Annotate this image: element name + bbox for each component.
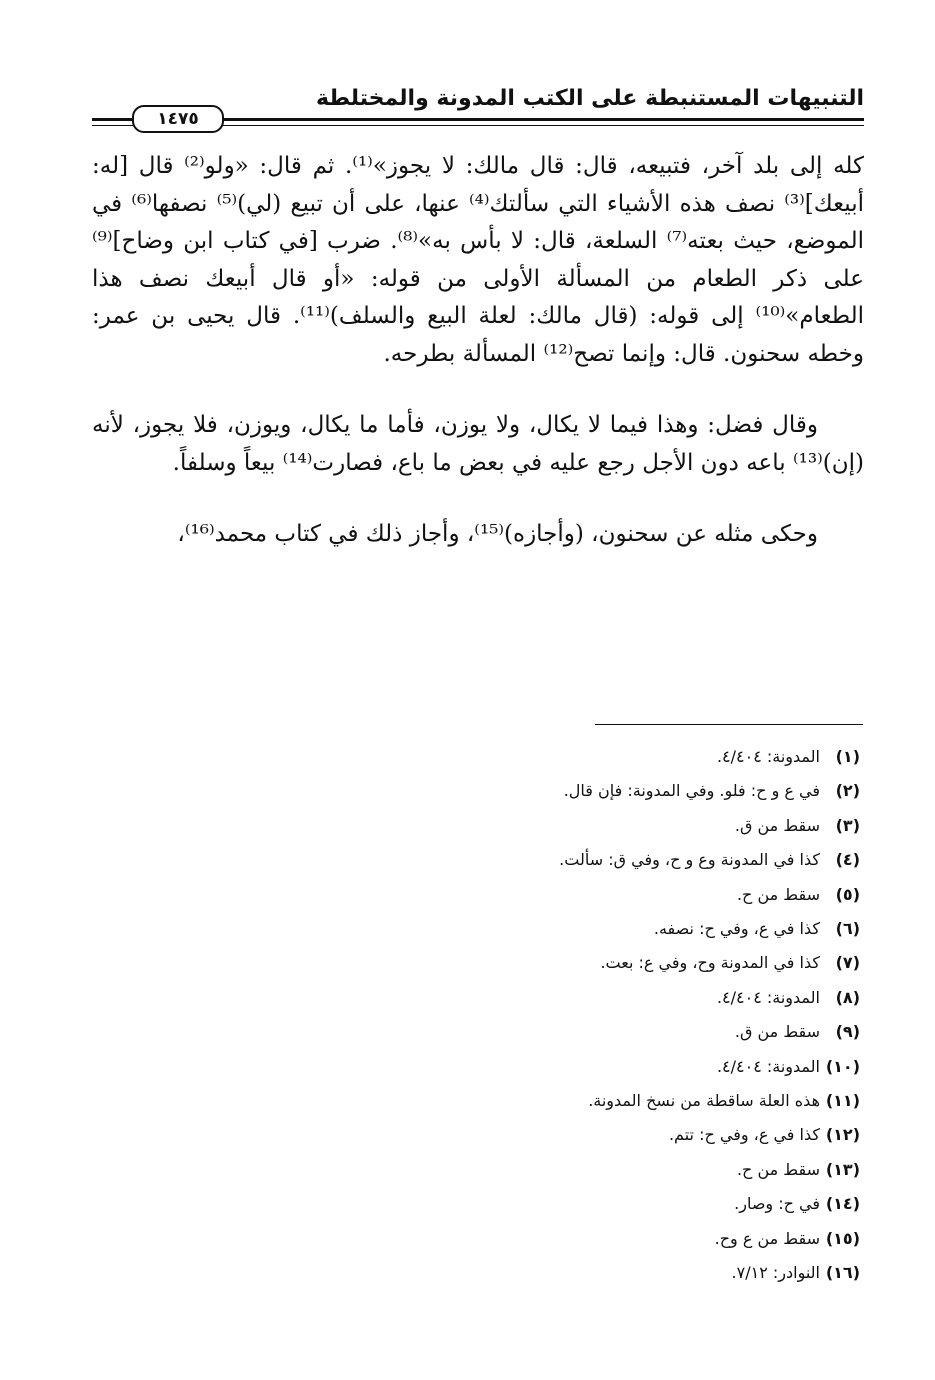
footnote-text: المدونة: ٤/٤٠٤. (716, 747, 820, 766)
paragraph-2: وقال فضل: وهذا فيما لا يكال، ولا يوزن، فأما ما يكال، ويوزن، فلا يجوز، لأنه (إن)⁽¹³⁾ باعه دون الأجل رجع عليه في بعض ما باع، فصارت⁽¹⁴⁾ بيعاً وسلفاً. (92, 412, 864, 476)
footnote-number: (٦) (835, 919, 860, 939)
footnote-number: (٥) (835, 884, 860, 904)
footnote-text: كذا في ع، وفي ح: تتم. (668, 1125, 820, 1145)
footnote (300, 1050, 860, 1084)
footnote-separator (595, 724, 863, 725)
footnote (300, 740, 860, 774)
footnote-text: في ع و ح: فلو. وفي المدونة: فإن قال. (563, 781, 820, 801)
footnote (300, 1222, 860, 1256)
page-number-badge: ١٤٧٥ (132, 105, 224, 133)
footnote-text: المدونة: ٤/٤٠٤. (716, 987, 820, 1007)
page-header (92, 86, 864, 134)
footnote-text: كذا في المدونة وح، وفي ع: بعت. (600, 953, 820, 973)
footnote-number: (١٤) (825, 1194, 860, 1214)
footnote (300, 774, 860, 808)
footnote-number: (١١) (825, 1091, 860, 1111)
footnote-number: (١٥) (825, 1228, 860, 1248)
footnote-number: (٧) (835, 953, 860, 973)
footnote-text: سقط من ق. (734, 1022, 820, 1042)
footnote-text: كذا في ع، وفي ح: نصفه. (653, 919, 820, 939)
footnote (300, 1256, 860, 1290)
footnote (300, 946, 860, 980)
footnote-text: هذه العلة ساقطة من نسخ المدونة. (588, 1091, 820, 1111)
footnote (300, 1187, 860, 1221)
footnote-number: (٢) (835, 781, 860, 801)
footnote-text: سقط من ق. (734, 815, 820, 835)
footnote-text: سقط من ع وح. (714, 1228, 820, 1248)
footnote-text: في ح: وصار. (734, 1194, 820, 1214)
running-title: التنبيهات المستنبطة على الكتب المدونة والمختلطة (315, 86, 864, 111)
footnote-text: المدونة: ٤/٤٠٤. (716, 1056, 820, 1076)
footnote (300, 1153, 860, 1187)
footnote (300, 843, 860, 877)
footnote-number: (١٣) (825, 1159, 860, 1179)
footnote-text: كذا في المدونة وع و ح، وفي ق: سألت. (559, 850, 820, 870)
footnote (300, 1118, 860, 1152)
footnote-number: (١٦) (825, 1263, 860, 1283)
footnote-text: النوادر: ٧/١٢. (731, 1263, 820, 1283)
footnote-number: (٣) (835, 815, 860, 835)
footnote (300, 912, 860, 946)
footnote-text: سقط من ح. (736, 1159, 820, 1179)
footnote (300, 878, 860, 912)
footnotes (300, 740, 860, 1291)
footnote-number: (١) (835, 747, 860, 766)
footnote-number: (٨) (835, 987, 860, 1007)
footnote-number: (٤) (835, 850, 860, 870)
footnote-number: (٩) (835, 1022, 860, 1042)
footnote (300, 1015, 860, 1049)
footnote (300, 809, 860, 843)
footnote-number: (١٢) (825, 1125, 860, 1145)
footnote (300, 981, 860, 1015)
paragraph-3: وحكى مثله عن سحنون، (وأجازه)⁽¹⁵⁾، وأجاز ذلك في كتاب محمد⁽¹⁶⁾، (177, 521, 818, 547)
footnote (300, 1084, 860, 1118)
footnote-number: (١٠) (825, 1056, 860, 1076)
paragraph-1: كله إلى بلد آخر، فتبيعه، قال: قال مالك: لا يجوز»⁽¹⁾. ثم قال: «ولو⁽²⁾ قال [له: أبيعك]⁽³⁾ نصف هذه الأشياء التي سألتك⁽⁴⁾ عنها، على أن تبيع (لي)⁽⁵⁾ نصفها⁽⁶⁾ في الموضع، حيث بعته⁽⁷⁾ السلعة، قال: لا بأس به»⁽⁸⁾. ضرب [في كتاب ابن وضاح]⁽⁹⁾ على ذكر الطعام من المسألة الأولى من قوله: «أو قال أبيعك نصف هذا الطعام»⁽¹⁰⁾ إلى قوله: (قال مالك: لعلة البيع والسلف)⁽¹¹⁾. قال يحيى بن عمر: وخطه سحنون. قال: وإنما تصح⁽¹²⁾ المسألة بطرحه. (92, 153, 864, 367)
footnote-text: سقط من ح. (736, 884, 820, 904)
main-text (92, 148, 864, 554)
